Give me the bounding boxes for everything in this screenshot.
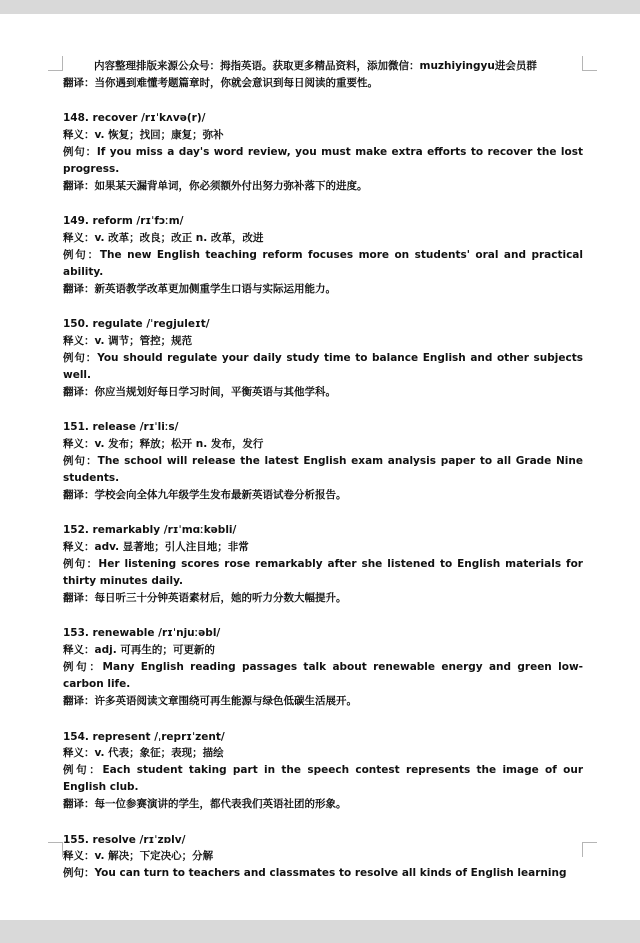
- vocab-entry: [63, 832, 583, 883]
- entry-example: 例句：The school will release the latest English exam analysis paper to all Grade Nine students.: [63, 455, 583, 485]
- vocab-entry: [63, 419, 583, 504]
- entry-heading: 155. resolve /rɪˈzɒlv/: [63, 833, 186, 846]
- vocab-entry: [63, 316, 583, 401]
- vocab-entry: [63, 522, 583, 607]
- vocab-entry: [63, 213, 583, 298]
- entry-example: 例句：Each student taking part in the speech contest represents the image of our English club.: [63, 764, 583, 794]
- entry-translation: 翻译：你应当规划好每日学习时间，平衡英语与其他学科。: [63, 386, 336, 398]
- entry-example: 例句：Many English reading passages talk about renewable energy and green low-carbon life.: [63, 661, 583, 691]
- previous-translation: 翻译：当你遇到难懂考题篇章时，你就会意识到每日阅读的重要性。: [63, 76, 378, 89]
- entry-heading: 152. remarkably /rɪˈmɑːkəbli/: [63, 524, 237, 537]
- entry-translation: 翻译：每日听三十分钟英语素材后，她的听力分数大幅提升。: [63, 592, 347, 605]
- entry-heading: 149. reform /rɪˈfɔːm/: [63, 215, 184, 228]
- entry-translation: 翻译：许多英语阅读文章围绕可再生能源与绿色低碳生活展开。: [63, 695, 357, 708]
- entry-meaning: 释义：v. 代表；象征；表现；描绘: [63, 747, 224, 760]
- entry-meaning: 释义：v. 发布；释放；松开 n. 发布，发行: [63, 438, 264, 451]
- entry-meaning: 释义：adv. 显著地；引人注目地；非常: [63, 541, 249, 554]
- document-page: [0, 14, 640, 920]
- entry-meaning: 释义：adj. 可再生的；可更新的: [63, 644, 215, 657]
- entry-example: 例句：Her listening scores rose remarkably after she listened to English materials for thirty minutes daily.: [63, 558, 583, 588]
- entry-example: 例句：You can turn to teachers and classmates to resolve all kinds of English learning: [63, 867, 567, 880]
- entry-example: 例句：You should regulate your daily study time to balance English and other subjects well.: [63, 352, 583, 382]
- page-corner-mark: [48, 842, 63, 857]
- entry-meaning: 释义：v. 解决；下定决心；分解: [63, 850, 214, 863]
- page-corner-mark: [48, 56, 63, 71]
- entry-heading: 150. regulate /ˈreɡjuleɪt/: [63, 318, 210, 331]
- vocab-entry: [63, 110, 583, 195]
- entry-meaning: 释义：v. 改革；改良；改正 n. 改革，改进: [63, 232, 264, 245]
- entry-translation: 翻译：学校会向全体九年级学生发布最新英语试卷分析报告。: [63, 489, 347, 502]
- entry-heading: 153. renewable /rɪˈnjuːəbl/: [63, 627, 221, 640]
- entry-heading: 154. represent /ˌreprɪˈzent/: [63, 730, 225, 743]
- entry-translation: 翻译：新英语教学改革更加侧重学生口语与实际运用能力。: [63, 282, 336, 295]
- page-corner-mark: [582, 842, 597, 857]
- entry-example: 例句：If you miss a day's word review, you must make extra efforts to recover the lost progress.: [63, 146, 583, 176]
- entry-heading: 151. release /rɪˈliːs/: [63, 421, 179, 434]
- entry-meaning: 释义：v. 恢复；找回；康复；弥补: [63, 129, 224, 142]
- entry-translation: 翻译：每一位参赛演讲的学生，都代表我们英语社团的形象。: [63, 798, 347, 811]
- source-notice: 内容整理排版来源公众号：拇指英语。获取更多精品资料，添加微信：muzhiyingyu进会员群: [94, 60, 537, 72]
- entry-translation: 翻译：如果某天漏背单词，你必须额外付出努力弥补落下的进度。: [63, 179, 368, 192]
- vocab-entry: [63, 625, 583, 710]
- vocab-entry: [63, 729, 583, 814]
- entry-heading: 148. recover /rɪˈkʌvə(r)/: [63, 112, 206, 125]
- entry-example: 例句：The new English teaching reform focuses more on students' oral and practical ability.: [63, 249, 583, 279]
- page-corner-mark: [582, 56, 597, 71]
- document-body: [63, 58, 583, 882]
- entry-meaning: 释义：v. 调节；管控；规范: [63, 335, 193, 348]
